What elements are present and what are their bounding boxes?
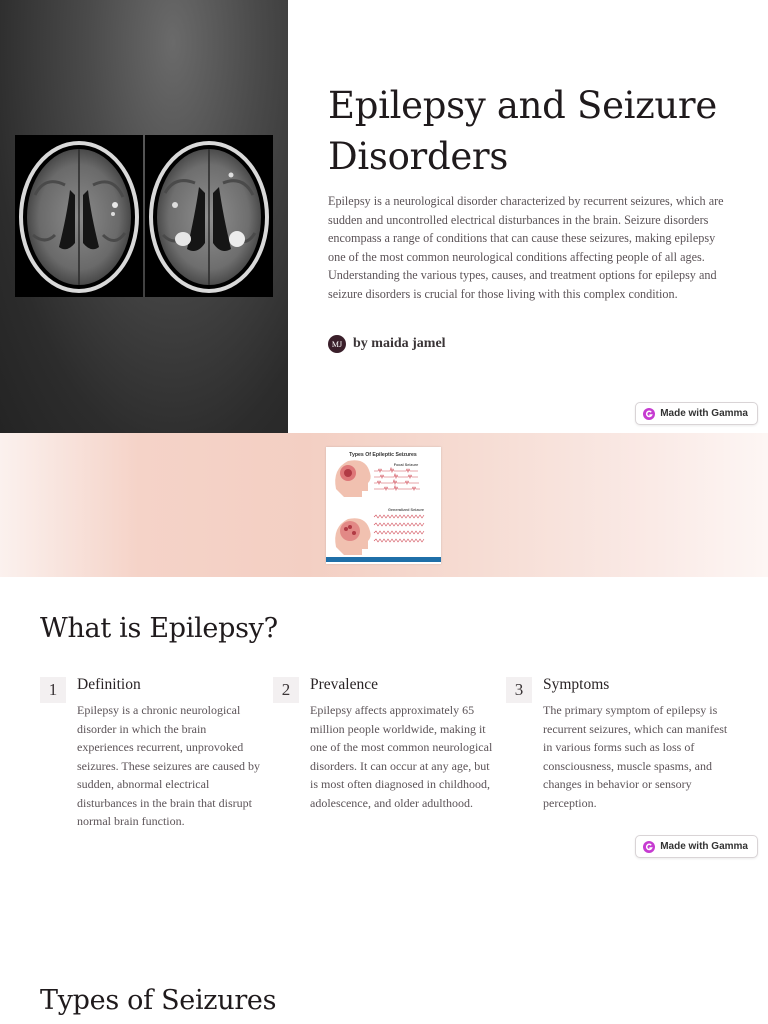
author-byline (328, 335, 446, 353)
item-text: Epilepsy is a chronic neurological disorder in which the brain experiences recurrent, unprovoked seizures. These seizures are caused by sudden, abnormal electrical disturbances in the brain that disrupt normal brain function. (77, 703, 261, 828)
page-title: Epilepsy and Seizure Disorders (328, 84, 717, 178)
avatar: MJ (328, 335, 346, 353)
section-title-types-of-seizures: Types of Seizures (40, 985, 277, 1016)
item-number: 2 (273, 677, 299, 703)
item-heading: Symptoms (543, 676, 610, 693)
made-with-gamma-button[interactable] (635, 835, 758, 858)
made-with-gamma-label: Made with Gamma (660, 408, 748, 419)
mri-scan-left (15, 135, 143, 297)
intro-paragraph: Epilepsy is a neurological disorder characterized by recurrent seizures, which are sudden and uncontrolled electrical disturbances in the brain. Seizure disorders encompass a range of conditions that can cause these seizures, making epilepsy one of the most common neurological conditions affecting people of all ages. Understanding the various types, causes, and treatment options for epilepsy and seizure disorders is crucial for those living with this complex condition. (328, 194, 724, 301)
made-with-gamma-button[interactable] (635, 402, 758, 425)
hero-image-panel (0, 0, 288, 433)
item-heading: Prevalence (310, 676, 378, 693)
focal-seizure-label: Focal Seizure (393, 463, 419, 467)
gamma-logo-icon (643, 408, 655, 420)
item-text: Epilepsy affects approximately 65 million people worldwide, making it one of the most common neurological disorders. It can occur at any age, but is most often diagnosed in childhood, adolescence, and older adulthood. (310, 703, 493, 810)
title-slide (0, 0, 768, 433)
made-with-gamma-label: Made with Gamma (660, 841, 748, 852)
item-heading: Definition (77, 676, 141, 693)
generalized-seizure-label: Generalized Seizure (387, 508, 425, 512)
epileptic-seizures-infographic (326, 447, 441, 564)
author-name: by maida jamel (353, 336, 446, 351)
section-title-what-is-epilepsy: What is Epilepsy? (40, 613, 278, 644)
item-number: 1 (40, 677, 66, 703)
item-number: 3 (506, 677, 532, 703)
item-text: The primary symptom of epilepsy is recurrent seizures, which can manifest in various forms such as loss of consciousness, muscle spasms, and changes in behavior or sensory perception. (543, 703, 728, 810)
mri-scan-right (145, 135, 273, 297)
infographic-title: Types Of Epileptic Seizures (349, 452, 417, 458)
gamma-logo-icon (643, 841, 655, 853)
